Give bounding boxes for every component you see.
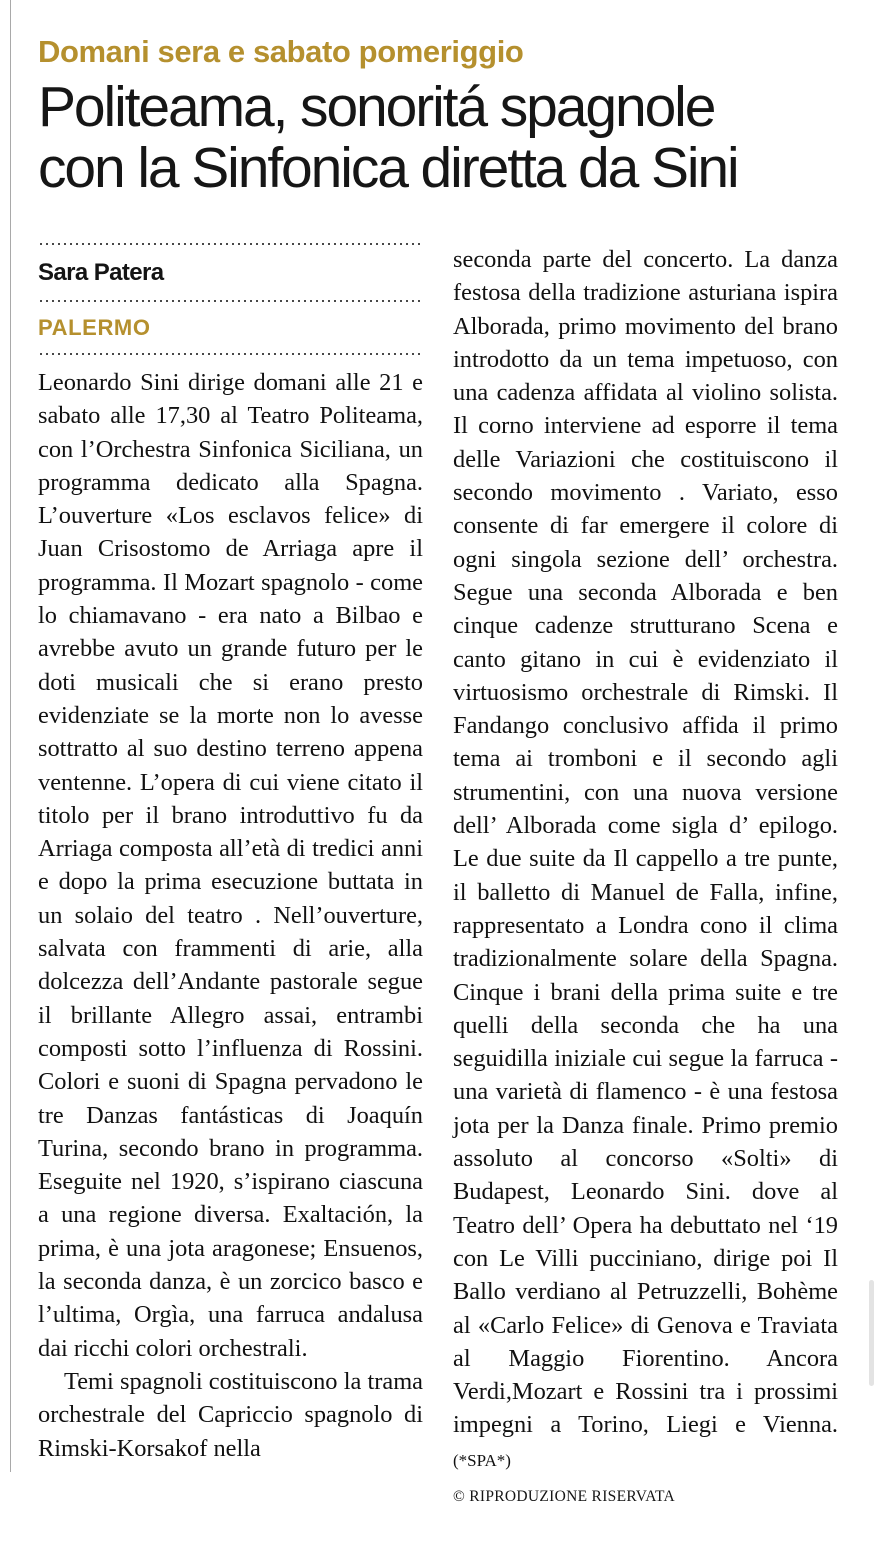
left-margin-rule xyxy=(10,0,11,1472)
article-columns xyxy=(38,243,838,1506)
article-container xyxy=(38,0,838,1505)
column-right-body xyxy=(453,243,838,1477)
scrollbar-thumb[interactable] xyxy=(869,1280,874,1386)
paragraph: Temi spagnoli costituiscono la trama orchestrale del Capriccio spagnolo di Rimski-Korsakof nella xyxy=(38,1367,423,1462)
agency-credit: (*SPA*) xyxy=(453,1450,511,1470)
author-byline: Sara Patera xyxy=(38,259,164,286)
paragraph-text: seconda parte del concerto. La danza festosa della tradizione asturiana ispira Alborada, primo movimento del brano introdotto da un tema impetuoso, con una cadenza affidata al violino solista. Il corno interviene ad esporre il tema delle Variazioni che costituiscono il secondo movimento . Variato, esso consente di far emergere il colore di ogni singola sezione dell’ orchestra. Segue una seconda Alborada e ben cinque cadenze strutturano Scena e canto gitano in cui è evidenziato il virtuosismo orchestrale di Rimski. Il Fandango conclusivo affida il primo tema ai tromboni e il secondo agli strumentini, con una nuova versione dell’ Alborada come sigla d’ epilogo. Le due suite da Il cappello a tre punte, il balletto di Manuel de Falla, infine, rappresentato a Londra cono il clima tradizionalmente solare della Spagna. Cinque i brani della prima suite e tre quelli della seconda che ha una seguidilla iniziale cui segue la farruca - una varietà di flamenco - è una festosa jota per la Danza finale. Primo premio assoluto al concorso «Solti» di Budapest, Leonardo Sini. dove al Teatro dell’ Opera ha debuttato nel ‘19 con Le Villi pucciniano, dirige poi Il Ballo verdiano al Petruzzelli, Bohème al «Carlo Felice» di Genova e Traviata al Maggio Fiorentino. Ancora Verdi,Mozart e Rossini tra i prossimi impegni a Torino, Liegi e Vienna. xyxy=(453,246,838,1439)
article-kicker: Domani sera e sabato pomeriggio xyxy=(38,34,524,69)
paragraph: Leonardo Sini dirige domani alle 21 e sabato alle 17,30 al Teatro Politeama, con l’Orchestra Sinfonica Siciliana, un programma dedicato alla Spagna. L’ouverture «Los esclavos felice» di Juan Crisostomo de Arriaga apre il programma. Il Mozart spagnolo - come lo chiamavano - era nato a Bilbao e avrebbe avuto un grande futuro per le doti musicali che si erano presto evidenziate se la morte non lo avesse sottratto al suo destino terreno appena ventenne. L’opera di cui viene citato il titolo per il brano introduttivo fu da Arriaga composta all’età di tredici anni e dopo la prima esecuzione buttata in un solaio del teatro . Nell’ouverture, salvata con frammenti di arie, alla dolcezza dell’Andante pastorale segue il brillante Allegro assai, entrambi composti sotto l’influenza di Rossini. Colori e suoni di Spagna pervadono le tre Danzas fantásticas di Joaquín Turina, secondo brano in programma. Eseguite nel 1920, s’ispirano ciascuna a una regione diversa. Exaltación, la prima, è una jota aragonese; Ensuenos, la seconda danza, è un zorcico basco e l’ultima, Orgìa, una farruca andalusa dai ricchi colori orchestrali. xyxy=(38,369,423,1362)
column-left-body xyxy=(38,355,423,1465)
article-column-left xyxy=(38,243,423,1506)
page-title: Politeama, sonoritá spagnole con la Sinfonica diretta da Sini xyxy=(38,74,738,200)
paragraph xyxy=(453,243,838,1477)
dateline-location: PALERMO xyxy=(38,315,151,340)
copyright-notice: © RIPRODUZIONE RISERVATA xyxy=(453,1487,676,1505)
article-column-right xyxy=(453,243,838,1506)
